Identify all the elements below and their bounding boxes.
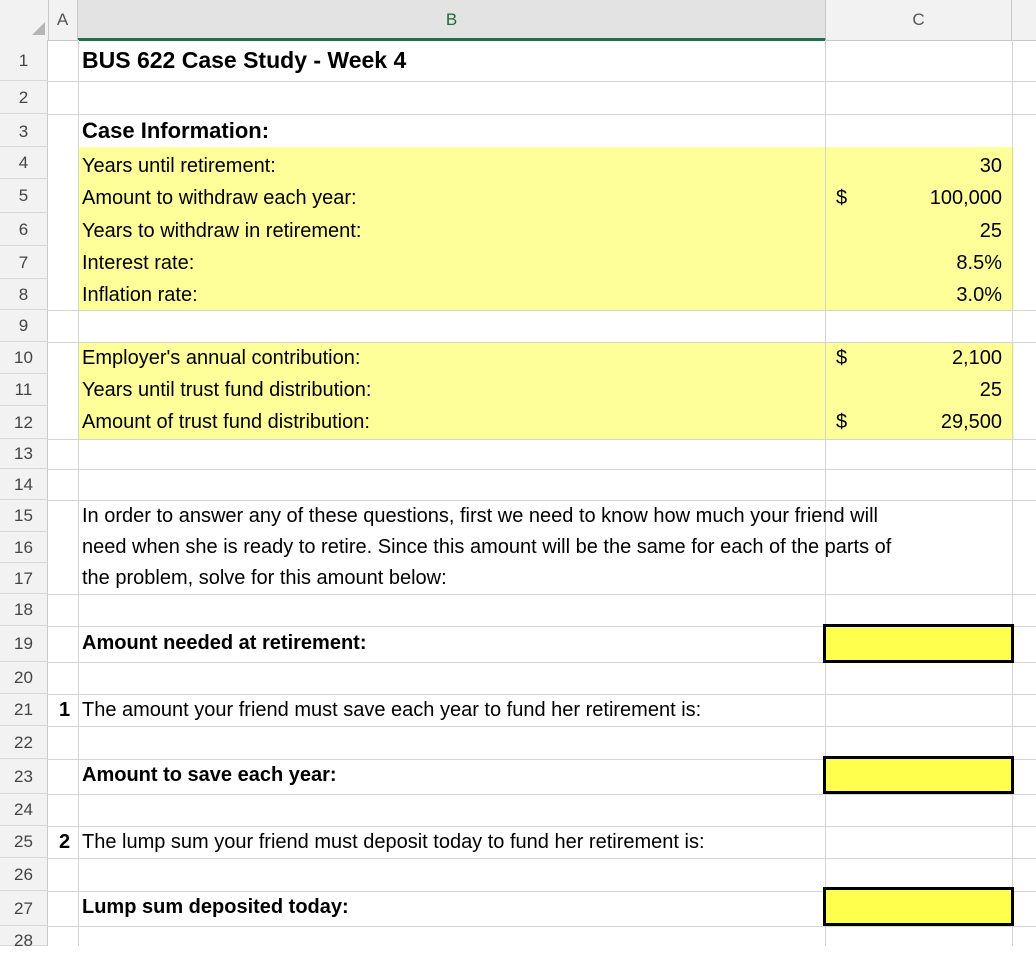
amount-withdraw-currency: $	[836, 187, 848, 209]
gridline	[48, 694, 1036, 695]
row-header-20[interactable]: 20	[0, 662, 48, 694]
row-header-18[interactable]: 18	[0, 594, 48, 626]
gridline	[48, 500, 1036, 501]
row-header-12[interactable]: 12	[0, 406, 48, 439]
row-header-4[interactable]: 4	[0, 147, 48, 179]
amount-needed-label[interactable]: Amount needed at retirement:	[82, 632, 367, 654]
row-header-21[interactable]: 21	[0, 694, 48, 726]
inflation-rate-value[interactable]: 3.0%	[956, 284, 1002, 306]
row-header-14[interactable]: 14	[0, 469, 48, 500]
row-header-7[interactable]: 7	[0, 246, 48, 279]
employer-contribution-value[interactable]: 2,100	[951, 347, 1002, 369]
row-header-13[interactable]: 13	[0, 439, 48, 469]
row-header-10[interactable]: 10	[0, 342, 48, 374]
employer-contribution-currency: $	[836, 347, 848, 369]
row-header-24[interactable]: 24	[0, 794, 48, 826]
cell-grid[interactable]	[48, 40, 1036, 946]
row-header-23[interactable]: 23	[0, 759, 48, 794]
row-header-15[interactable]: 15	[0, 500, 48, 532]
question-2-number[interactable]: 2	[59, 831, 71, 853]
amount-to-save-label[interactable]: Amount to save each year:	[82, 764, 337, 786]
years-until-retirement-value[interactable]: 30	[979, 155, 1002, 177]
gridline	[48, 794, 1036, 795]
row-header-16[interactable]: 16	[0, 532, 48, 563]
years-withdraw-label[interactable]: Years to withdraw in retirement:	[82, 220, 362, 242]
row-header-2[interactable]: 2	[0, 81, 48, 114]
row-header-19[interactable]: 19	[0, 626, 48, 662]
gridline	[48, 439, 1036, 440]
instructions-line-1[interactable]: In order to answer any of these questions, first we need to know how much your friend will	[82, 505, 878, 527]
row-header-6[interactable]: 6	[0, 213, 48, 246]
row-header-8[interactable]: 8	[0, 279, 48, 310]
gridline	[1012, 40, 1013, 946]
row-header-1[interactable]: 1	[0, 40, 48, 81]
gridline	[48, 114, 1036, 115]
lump-sum-label[interactable]: Lump sum deposited today:	[82, 896, 349, 918]
case-info-heading[interactable]: Case Information:	[82, 118, 270, 143]
gridline	[48, 594, 1036, 595]
gridline	[48, 342, 1036, 343]
interest-rate-value[interactable]: 8.5%	[956, 252, 1002, 274]
row-header-28[interactable]: 28	[0, 926, 48, 946]
question-2-text[interactable]: The lump sum your friend must deposit today to fund her retirement is:	[82, 831, 705, 853]
question-1-number[interactable]: 1	[59, 699, 71, 721]
row-header-26[interactable]: 26	[0, 858, 48, 891]
row-header-27[interactable]: 27	[0, 891, 48, 926]
column-header-c[interactable]: C	[826, 0, 1012, 40]
employer-contribution-label[interactable]: Employer's annual contribution:	[82, 347, 361, 369]
gridline	[825, 40, 826, 946]
amount-withdraw-value[interactable]: 100,000	[929, 187, 1002, 209]
years-until-retirement-label[interactable]: Years until retirement:	[82, 155, 276, 177]
row-header-5[interactable]: 5	[0, 179, 48, 213]
gridline	[48, 310, 1036, 311]
gridline	[48, 726, 1036, 727]
gridline	[48, 469, 1036, 470]
years-withdraw-value[interactable]: 25	[979, 220, 1002, 242]
row-header-17[interactable]: 17	[0, 563, 48, 594]
column-header-a[interactable]: A	[48, 0, 78, 40]
gridline	[78, 40, 79, 946]
years-until-trust-label[interactable]: Years until trust fund distribution:	[82, 379, 372, 401]
gridline	[48, 81, 1036, 82]
row-header-25[interactable]: 25	[0, 826, 48, 858]
question-1-text[interactable]: The amount your friend must save each year to fund her retirement is:	[82, 699, 702, 721]
gridline	[48, 858, 1036, 859]
row-header-9[interactable]: 9	[0, 310, 48, 342]
instructions-line-2[interactable]: need when she is ready to retire. Since this amount will be the same for each of the parts of	[82, 536, 892, 558]
inflation-rate-label[interactable]: Inflation rate:	[82, 284, 198, 306]
lump-sum-answer-cell[interactable]	[823, 887, 1014, 926]
row-header-22[interactable]: 22	[0, 726, 48, 759]
page-title[interactable]: BUS 622 Case Study - Week 4	[82, 47, 407, 73]
column-header-b[interactable]: B	[78, 0, 826, 41]
interest-rate-label[interactable]: Interest rate:	[82, 252, 195, 274]
trust-fund-amount-label[interactable]: Amount of trust fund distribution:	[82, 411, 370, 433]
trust-fund-amount-currency: $	[836, 411, 848, 433]
gridline	[48, 826, 1036, 827]
select-all-triangle-icon	[32, 22, 45, 35]
row-header-3[interactable]: 3	[0, 114, 48, 147]
gridline	[48, 926, 1036, 927]
instructions-line-3[interactable]: the problem, solve for this amount below:	[82, 567, 447, 589]
amount-withdraw-label[interactable]: Amount to withdraw each year:	[82, 187, 357, 209]
amount-needed-answer-cell[interactable]	[823, 624, 1014, 663]
row-header-11[interactable]: 11	[0, 374, 48, 406]
years-until-trust-value[interactable]: 25	[979, 379, 1002, 401]
amount-to-save-answer-cell[interactable]	[823, 756, 1014, 794]
select-all-corner[interactable]	[0, 0, 49, 40]
trust-fund-amount-value[interactable]: 29,500	[940, 411, 1002, 433]
